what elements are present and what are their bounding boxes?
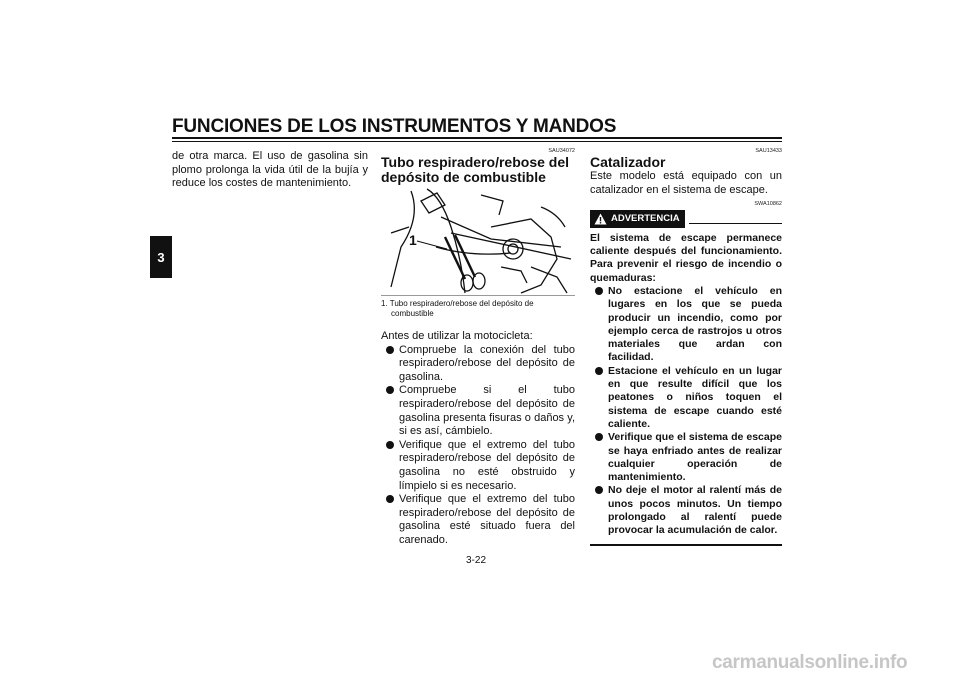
section-code: SAU13433: [755, 148, 782, 154]
bullet-dot-icon: [595, 367, 603, 375]
bullet-dot-icon: [386, 495, 394, 503]
warning-triangle-icon: [594, 213, 607, 225]
warning-label: ADVERTENCIA: [611, 213, 680, 225]
warning-rule: [689, 223, 782, 224]
column-1: [172, 150, 368, 191]
header-rule: [172, 137, 782, 139]
list-item: Verifique que el extremo del tubo respiradero/rebose del depósito de gasolina no esté obstruido y límpielo si es necesario.: [381, 439, 575, 493]
column-3: [590, 148, 782, 546]
column-2: [381, 148, 575, 548]
figure-callout-1: 1: [409, 232, 417, 248]
warning-bottom-rule: [590, 544, 782, 546]
list-item: Compruebe si el tubo respiradero/rebose del depósito de gasolina presenta fisuras o daños y, si es así, cámbielo.: [381, 384, 575, 438]
continued-paragraph: de otra marca. El uso de gasolina sin plomo prolonga la vida útil de la bujía y reduce los costes de mantenimiento.: [172, 150, 368, 190]
bullet-dot-icon: [386, 346, 394, 354]
warning-bullet-list: [590, 285, 782, 538]
warning-intro: El sistema de escape permanece caliente después del funcionamiento. Para prevenir el riesgo de incendio o quemaduras:: [590, 231, 782, 284]
list-item: No deje el motor al ralentí más de unos pocos minutos. Un tiempo prolongado al ralentí puede provocar la acumulación de calor.: [590, 484, 782, 537]
breather-intro: Antes de utilizar la motocicleta:: [381, 330, 533, 342]
bullet-dot-icon: [595, 486, 603, 494]
section-title-breather: Tubo respiradero/rebose del depósito de combustible: [381, 154, 570, 185]
warning-code: SWA10862: [754, 201, 782, 208]
list-item: Estacione el vehículo en un lugar en que resulte difícil que los peatones o niños toquen el sistema de escape cuando esté caliente.: [590, 365, 782, 431]
section-title-catalyst: Catalizador: [590, 154, 666, 170]
page-header-title: FUNCIONES DE LOS INSTRUMENTOS Y MANDOS: [172, 116, 617, 137]
header-rule-thin: [172, 141, 782, 142]
list-item: Verifique que el sistema de escape se haya enfriado antes de realizar cualquier operación de mantenimiento.: [590, 431, 782, 484]
list-item: Compruebe la conexión del tubo respiradero/rebose del depósito de gasolina.: [381, 344, 575, 385]
breather-bullet-list: [381, 344, 575, 548]
page-number: 3-22: [466, 555, 487, 566]
section-code: SAU34072: [548, 148, 575, 154]
chapter-tab: 3: [150, 236, 172, 278]
list-item: No estacione el vehículo en lugares en los que se pueda producir un incendio, como por ejemplo cerca de rastrojos u otros materiales que ardan con facilidad.: [590, 285, 782, 365]
callout-leader: [417, 241, 447, 249]
bullet-dot-icon: [595, 287, 603, 295]
watermark: carmanualsonline.info: [712, 652, 908, 673]
warning-badge: [590, 210, 685, 228]
figure-caption: 1. Tubo respiradero/rebose del depósito de combustible: [381, 299, 534, 318]
catalyst-paragraph: Este modelo está equipado con un catalizador en el sistema de escape.: [590, 170, 782, 196]
bullet-dot-icon: [386, 441, 394, 449]
breather-hose-figure: [381, 187, 575, 296]
bullet-dot-icon: [595, 433, 603, 441]
list-item: Verifique que el extremo del tubo respiradero/rebose del depósito de gasolina esté situado fuera del carenado.: [381, 493, 575, 547]
bullet-dot-icon: [386, 386, 394, 394]
warning-header: [590, 210, 782, 228]
warning-body: [590, 232, 782, 538]
motorcycle-detail-illustration: [381, 187, 575, 295]
